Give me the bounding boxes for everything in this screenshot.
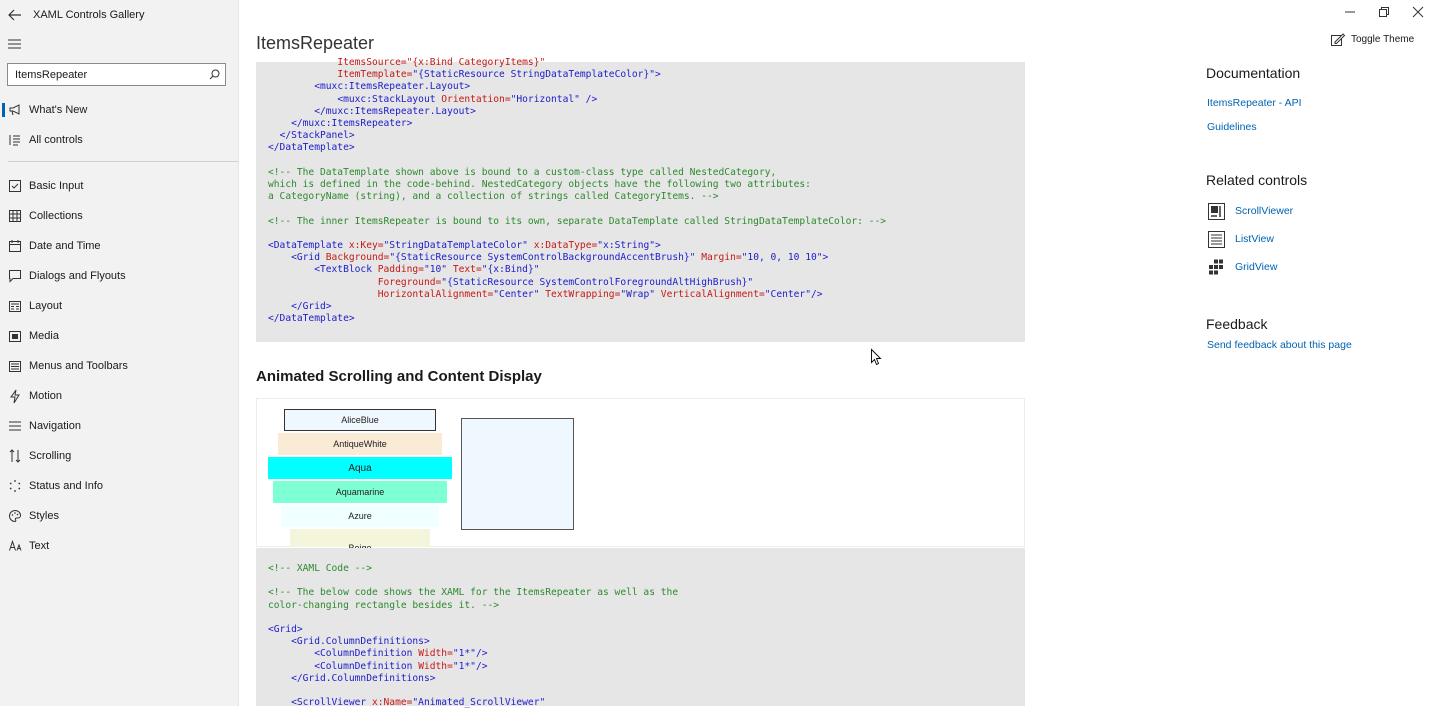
nav-item-label: Styles <box>29 510 59 522</box>
code-token <box>268 81 314 92</box>
nav-item-all-controls[interactable] <box>0 125 238 155</box>
scroll-icon <box>8 449 22 463</box>
code-token: </muxc:ItemsRepeater> <box>291 118 413 130</box>
related-link-scrollviewer[interactable] <box>1207 202 1293 220</box>
code-token: x:Name= <box>371 697 413 709</box>
palette-icon <box>8 509 22 523</box>
nav-item-scrolling[interactable] <box>0 441 238 471</box>
doc-link-api[interactable]: ItemsRepeater - API <box>1207 97 1302 109</box>
code-text <box>256 563 1025 709</box>
code-token: which is defined in the code-behind. NestedCategory objects have the following two attributes: <box>268 179 811 191</box>
nav-item-media[interactable] <box>0 321 238 351</box>
code-token: </muxc:ItemsRepeater.Layout> <box>314 105 476 117</box>
code-token: <ColumnDefinition <box>268 648 419 660</box>
related-link-gridview[interactable] <box>1207 258 1277 276</box>
related-controls-heading: Related controls <box>1206 172 1308 188</box>
code-token: "{x:Bind}" <box>481 264 540 276</box>
listview-icon <box>1207 230 1225 248</box>
code-token: <!-- The below code shows the XAML for the ItemsRepeater as well as the <box>268 587 679 599</box>
scrollviewer-icon <box>1207 202 1225 220</box>
minimize-button[interactable] <box>1333 0 1367 24</box>
nav-item-label: Date and Time <box>29 240 101 252</box>
nav-item-menus-and-toolbars[interactable] <box>0 351 238 381</box>
code-token: </StackPanel> <box>279 130 355 142</box>
media-icon <box>8 329 22 343</box>
code-token <box>268 69 337 80</box>
code-token <box>268 118 291 129</box>
code-token: Orientation= <box>441 93 511 105</box>
navigation-pane <box>0 0 239 706</box>
color-item-label: AliceBlue <box>341 415 379 425</box>
color-item-label: Aquamarine <box>335 487 385 497</box>
code-token: Width= <box>418 660 453 672</box>
nav-item-navigation[interactable] <box>0 411 238 441</box>
page-title: ItemsRepeater <box>256 33 375 53</box>
restore-button[interactable] <box>1367 0 1401 24</box>
code-token: "Animated_ScrollViewer" <box>412 697 546 709</box>
code-sample-datatemplate <box>256 57 1025 342</box>
search-input[interactable] <box>8 69 203 81</box>
lightning-icon <box>8 389 22 403</box>
color-item-azure[interactable] <box>281 505 439 527</box>
nav-item-basic-input[interactable] <box>0 171 238 201</box>
code-token: "10" <box>423 264 453 276</box>
calendar-icon <box>8 239 22 253</box>
menu-icon <box>8 359 22 373</box>
code-token: "StringDataTemplateColor" <box>383 240 534 252</box>
code-token <box>268 277 378 288</box>
app-titlebar <box>0 0 239 30</box>
color-item-aliceblue[interactable] <box>284 409 436 431</box>
color-item-label: AntiqueWhite <box>333 439 387 449</box>
code-token: <Grid> <box>268 624 303 636</box>
code-token: "Center" <box>493 288 546 300</box>
code-token <box>268 289 378 300</box>
nav-item-dialogs-and-flyouts[interactable] <box>0 261 238 291</box>
code-token: Background= <box>325 252 390 264</box>
toggle-theme-icon <box>1331 32 1345 46</box>
list-icon <box>8 133 22 147</box>
nav-item-date-and-time[interactable] <box>0 231 238 261</box>
code-token: "1*"/> <box>452 660 488 672</box>
hamburger-menu-button[interactable] <box>6 36 22 52</box>
code-token: <TextBlock <box>268 264 378 276</box>
chat-icon <box>8 269 22 283</box>
code-token: <!-- The DataTemplate shown above is bound to a custom-class type called NestedCategory, <box>268 166 777 178</box>
related-link-label: ScrollViewer <box>1235 205 1294 217</box>
code-token: "{StaticResource SystemControlBackgroundAccentBrush}" <box>389 252 702 264</box>
code-token: <DataTemplate <box>268 240 349 252</box>
nav-item-label: Menus and Toolbars <box>29 360 128 372</box>
nav-item-label: Text <box>29 540 50 552</box>
code-token: </Grid> <box>268 301 332 313</box>
code-token: <!-- The inner ItemsRepeater is bound to its own, separate DataTemplate called StringDataTemplateColor: --> <box>268 215 887 227</box>
color-item-label: Aqua <box>348 462 372 474</box>
gridview-icon <box>1207 258 1225 276</box>
nav-item-label: Status and Info <box>29 480 103 492</box>
code-token: VerticalAlignment= <box>660 288 765 300</box>
code-token: <!-- XAML Code --> <box>268 563 372 574</box>
nav-item-label: Layout <box>29 300 63 312</box>
close-icon <box>1413 7 1423 17</box>
related-link-label: GridView <box>1235 261 1278 273</box>
code-token <box>268 94 337 105</box>
related-link-listview[interactable] <box>1207 230 1274 248</box>
code-token: "Horizontal" /> <box>510 93 598 105</box>
code-token <box>268 130 280 141</box>
code-token: a CategoryName (string), and a collection of strings called CategoryItems. --> <box>268 191 719 203</box>
app-title: XAML Controls Gallery <box>33 9 145 21</box>
code-sample-xaml <box>256 548 1025 709</box>
search-box <box>7 63 226 86</box>
code-token <box>268 57 337 68</box>
nav-item-label: What's New <box>29 104 88 116</box>
code-token: Text= <box>452 264 482 276</box>
feedback-heading: Feedback <box>1206 316 1268 332</box>
code-token: Padding= <box>377 264 424 276</box>
code-token: <Grid <box>268 252 326 264</box>
search-icon[interactable] <box>203 64 225 85</box>
code-token: TextWrapping= <box>545 288 621 300</box>
code-token: "Center"/> <box>764 288 823 300</box>
toggle-theme-label: Toggle Theme <box>1351 33 1415 45</box>
close-button[interactable] <box>1401 0 1435 24</box>
text-icon <box>8 539 22 553</box>
nav-item-label: Motion <box>29 390 63 402</box>
nav-item-label: Collections <box>29 210 83 222</box>
section-title: Animated Scrolling and Content Display <box>256 368 542 385</box>
nav-item-label: All controls <box>29 134 83 146</box>
code-token <box>268 106 314 117</box>
minimize-icon <box>1345 7 1355 17</box>
code-token: <ColumnDefinition <box>268 660 419 672</box>
nav-item-layout[interactable] <box>0 291 238 321</box>
nav-item-motion[interactable] <box>0 381 238 411</box>
nav-item-label: Basic Input <box>29 180 84 192</box>
code-token: "{StaticResource StringDataTemplateColor}"> <box>412 69 661 81</box>
related-link-label: ListView <box>1235 233 1274 245</box>
color-item-antiquewhite[interactable] <box>278 433 442 455</box>
code-token: "10, 0, 10 10"> <box>741 252 829 264</box>
color-item-beige[interactable] <box>290 529 430 547</box>
back-arrow-icon <box>8 9 22 21</box>
code-text <box>256 57 1025 325</box>
code-token: Width= <box>418 648 453 660</box>
selection-indicator <box>2 103 5 117</box>
code-token: "1*"/> <box>452 648 488 660</box>
code-token: Margin= <box>701 252 742 264</box>
megaphone-icon <box>8 103 22 117</box>
code-token: color-changing rectangle besides it. --> <box>268 599 500 611</box>
code-token: "{StaticResource SystemControlForegroundAltHighBrush}" <box>441 276 754 288</box>
nav-item-label: Navigation <box>29 420 81 432</box>
documentation-heading: Documentation <box>1206 65 1301 81</box>
back-button[interactable] <box>1 0 29 30</box>
code-token: </DataTemplate> <box>268 313 355 325</box>
color-item-aqua[interactable] <box>268 457 452 479</box>
code-token: "Wrap" <box>620 288 661 300</box>
color-item-label: Azure <box>348 511 372 521</box>
layout-icon <box>8 299 22 313</box>
nav-item-status-and-info[interactable] <box>0 471 238 501</box>
code-token: HorizontalAlignment= <box>377 288 494 300</box>
hamburger-icon <box>8 39 21 49</box>
nav-item-styles[interactable] <box>0 501 238 531</box>
nav-item-collections[interactable] <box>0 201 238 231</box>
nav-item-text[interactable] <box>0 531 238 561</box>
nav-item-label: Scrolling <box>29 450 72 462</box>
code-token: <muxc:ItemsRepeater.Layout> <box>314 81 471 93</box>
window-controls <box>1333 0 1435 24</box>
nav-item-label: Dialogs and Flyouts <box>29 270 126 282</box>
mouse-cursor-icon <box>871 349 881 365</box>
code-token: x:Key= <box>348 240 384 252</box>
color-item-aquamarine[interactable] <box>273 481 447 503</box>
grid-icon <box>8 209 22 223</box>
checkbox-icon <box>8 179 22 193</box>
send-feedback-link[interactable]: Send feedback about this page <box>1207 339 1352 351</box>
code-token: </Grid.ColumnDefinitions> <box>268 672 436 684</box>
animated-scrolling-demo <box>256 398 1025 547</box>
nav-item-whats-new[interactable] <box>0 95 238 125</box>
code-token: </DataTemplate> <box>268 142 355 154</box>
code-token: ItemTemplate= <box>337 69 413 81</box>
code-token: <ScrollViewer <box>268 697 372 709</box>
code-token: <Grid.ColumnDefinitions> <box>268 636 430 648</box>
restore-icon <box>1379 7 1389 17</box>
code-token: Foreground= <box>377 276 442 288</box>
code-token: x:DataType= <box>533 240 598 252</box>
nav-divider <box>8 161 238 162</box>
color-preview-rectangle <box>461 418 574 530</box>
code-token: ItemsSource="{x:Bind CategoryItems}" <box>337 57 546 68</box>
code-token: <muxc:StackLayout <box>337 93 442 105</box>
code-token: "x:String"> <box>597 240 661 252</box>
navigation-icon <box>8 419 22 433</box>
nav-item-label: Media <box>29 330 59 342</box>
status-icon <box>8 479 22 493</box>
toggle-theme-button[interactable] <box>1331 32 1414 46</box>
doc-link-guidelines[interactable]: Guidelines <box>1207 121 1257 133</box>
